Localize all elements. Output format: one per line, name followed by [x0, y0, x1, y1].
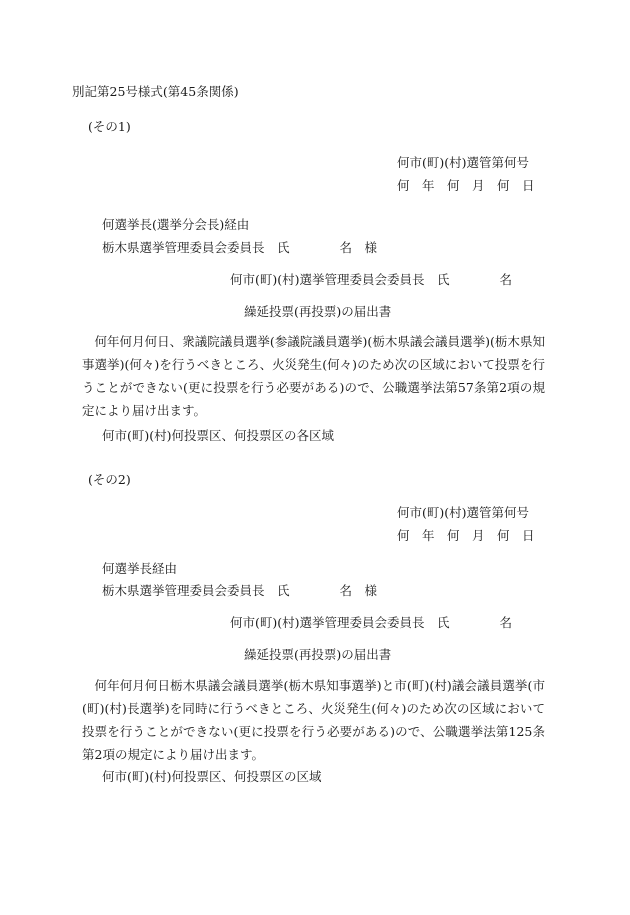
section-1-title: 繰延投票(再投票)の届出書 [244, 304, 392, 319]
section-1-ref-number: 何市(町)(村)選管第何号 [397, 155, 530, 170]
section-2-sender: 何市(町)(村)選挙管理委員会委員長 氏 名 [230, 615, 513, 630]
section-1-body: 何年何月何日、衆議院議員選挙(参議院議員選挙)(栃木県議会議員選挙)(栃木県知事選挙)(何々)を行うべきところ、火災発生(何々)のため次の区域において投票を行うことができない(更に投票を行う必要がある)ので、公職選挙法第57条第2項の規定により届け出ます。 [82, 334, 545, 418]
section-1-addressee: 栃木県選挙管理委員会委員長 氏 名 様 [102, 240, 378, 255]
section-2-body: 何年何月何日栃木県議会議員選挙(栃木県知事選挙)と市(町)(村)議会議員選挙(市(町)(村)長選挙)を同時に行うべきところ、火災発生(何々)のため次の区域において投票を行うことができない(更に投票を行う必要がある)ので、公職選挙法第125条第2項の規定により届け出ます。 [82, 678, 545, 762]
section-2-area: 何市(町)(村)何投票区、何投票区の区域 [102, 769, 322, 784]
form-header: 別記第25号様式(第45条関係) [72, 84, 239, 99]
section-1-label: (その1) [88, 119, 131, 134]
section-2-ref-number: 何市(町)(村)選管第何号 [397, 505, 530, 520]
section-2-via: 何選挙長経由 [102, 561, 178, 576]
section-2-addressee: 栃木県選挙管理委員会委員長 氏 名 様 [102, 583, 378, 598]
section-1-sender: 何市(町)(村)選挙管理委員会委員長 氏 名 [230, 272, 513, 287]
section-1-via: 何選挙長(選挙分会長)経由 [102, 217, 250, 232]
section-1-date: 何 年 何 月 何 日 [397, 178, 535, 193]
section-1-area: 何市(町)(村)何投票区、何投票区の各区域 [102, 428, 335, 443]
section-2-label: (その2) [88, 472, 131, 487]
section-2-title: 繰延投票(再投票)の届出書 [244, 647, 392, 662]
section-2-date: 何 年 何 月 何 日 [397, 528, 535, 543]
